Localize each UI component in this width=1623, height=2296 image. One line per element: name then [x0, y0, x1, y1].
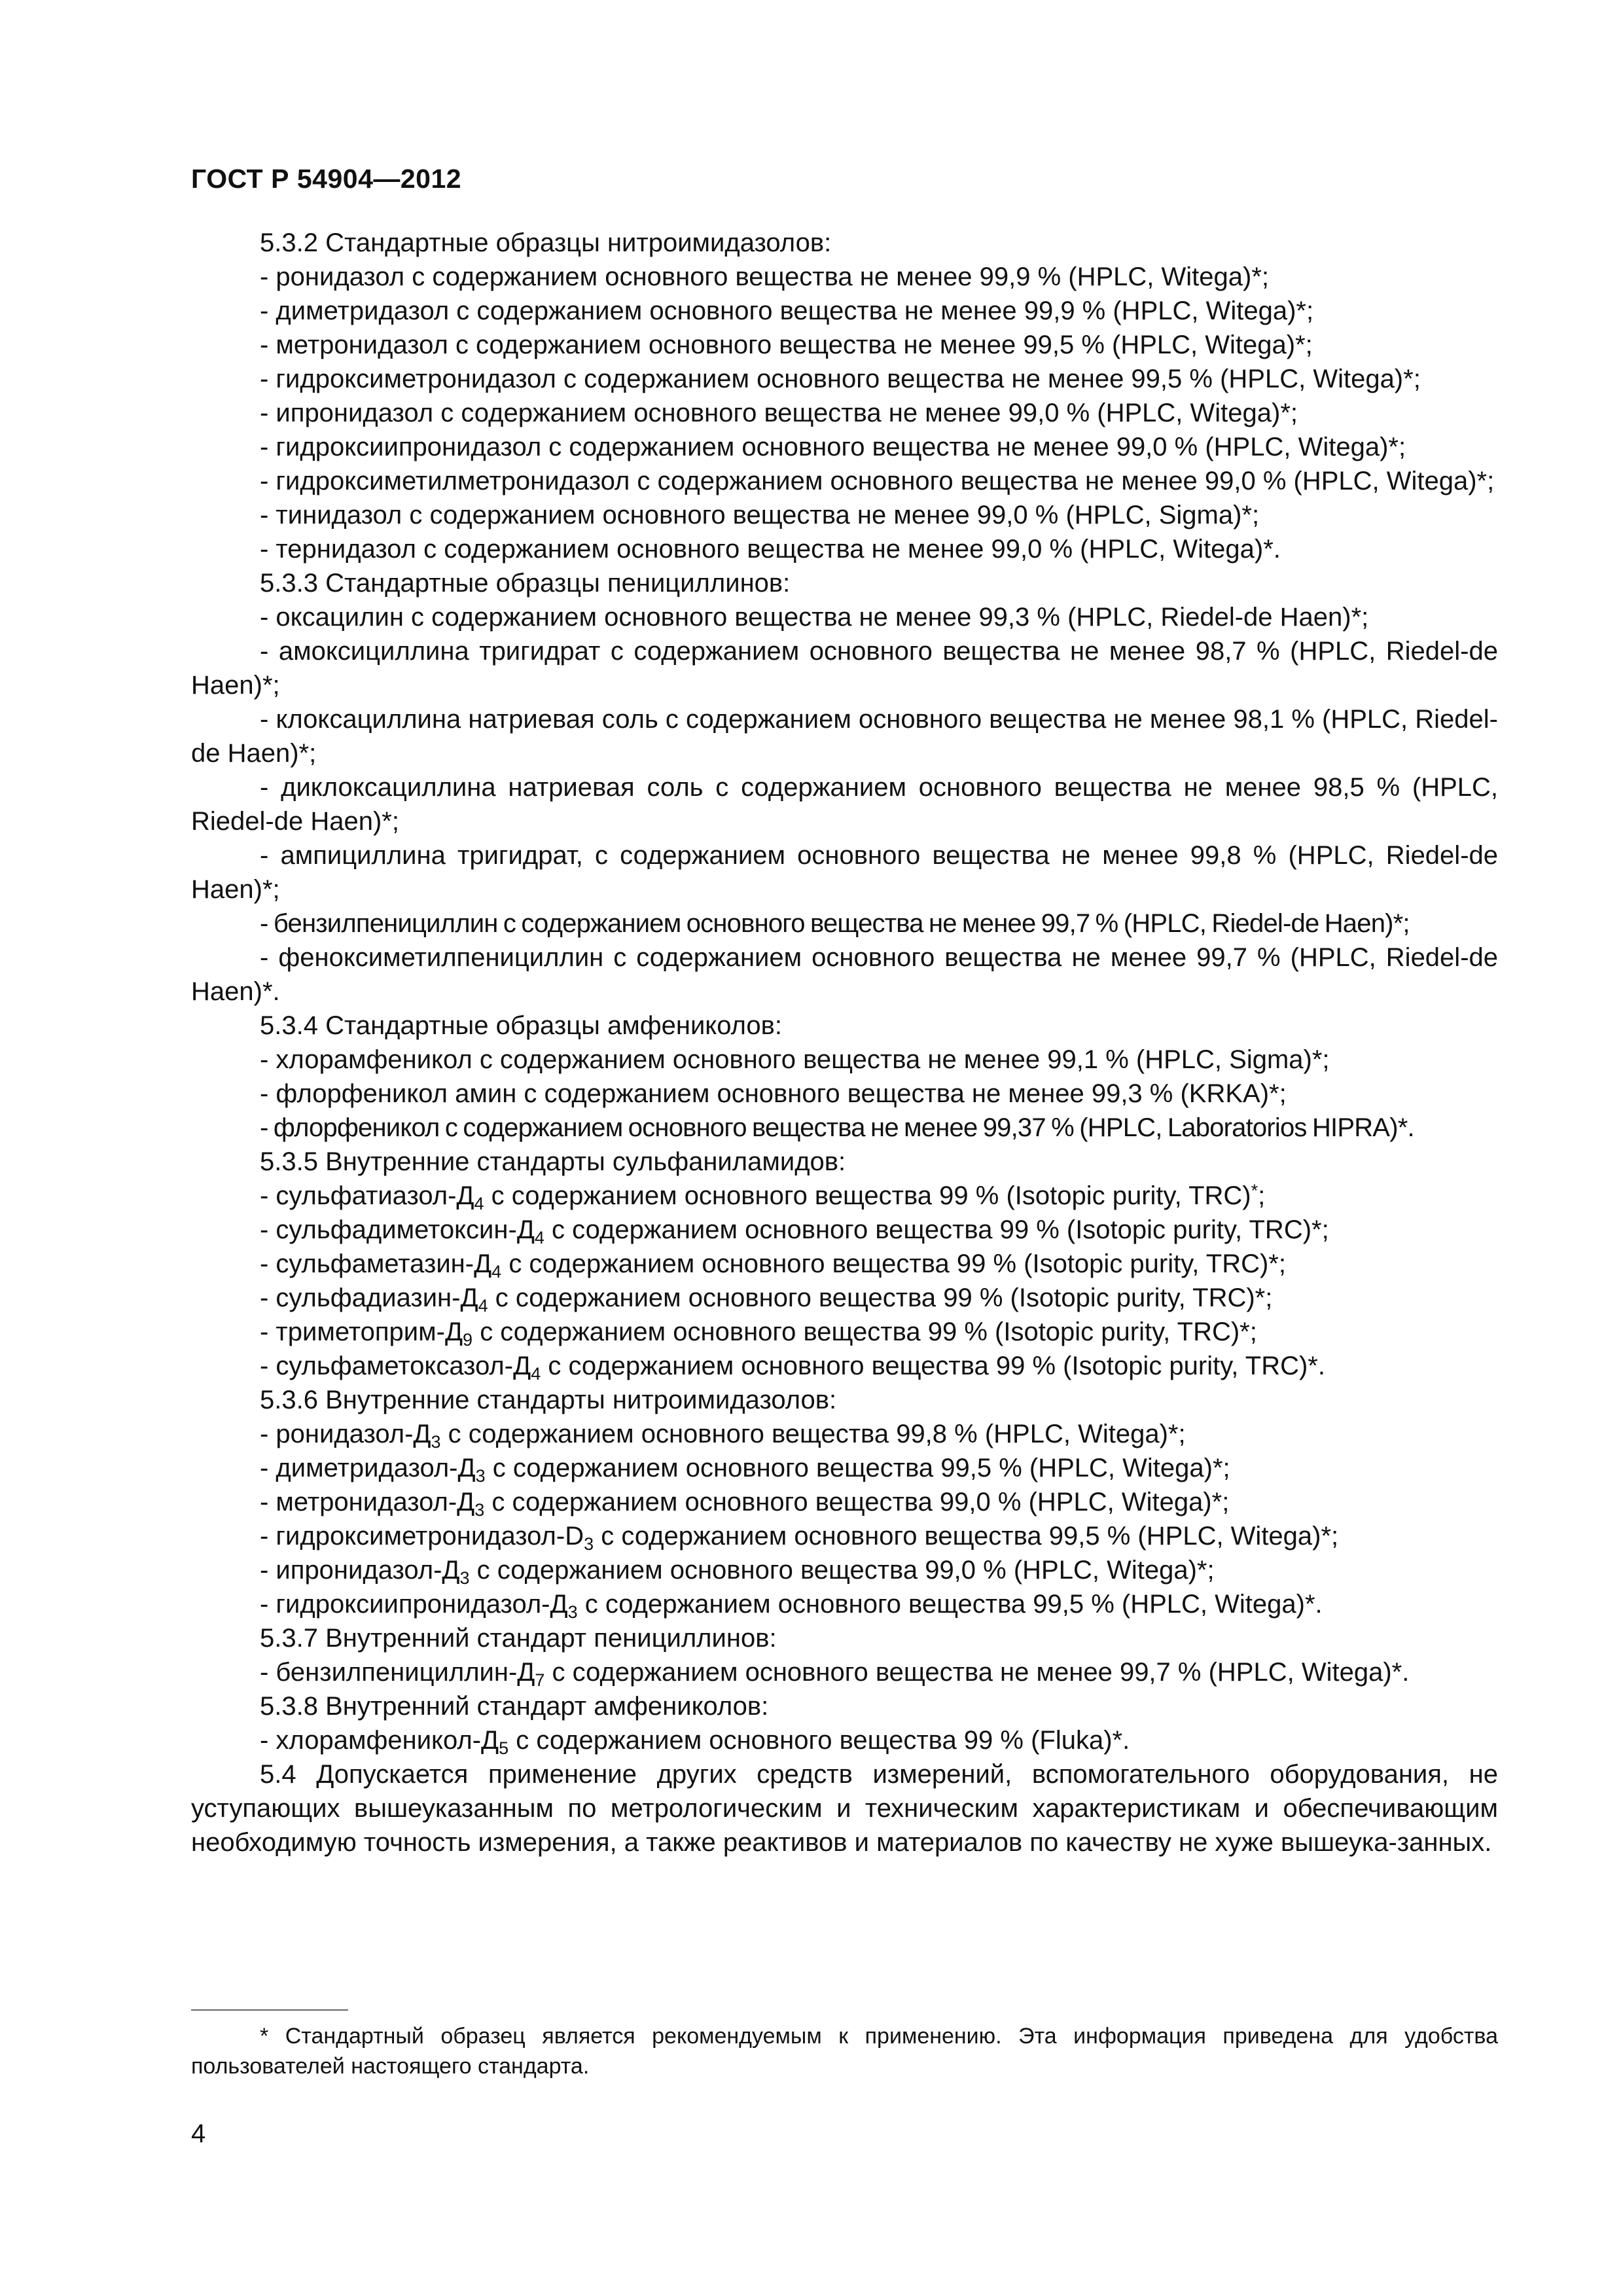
paragraph: - ронидазол с содержанием основного вещества не менее 99,9 % (HPLC, Witega)*; [260, 262, 1270, 291]
paragraph [191, 1417, 1498, 1451]
paragraph-sub: 7 [535, 1670, 545, 1690]
paragraph: - хлорамфеникол с содержанием основного вещества не менее 99,1 % (HPLC, Sigma)*; [260, 1045, 1330, 1074]
paragraph-post: с содержанием основного вещества 99 % (Isotopic purity, TRC)*. [541, 1352, 1325, 1380]
paragraph-pre: - сульфадиазин-Д [260, 1283, 478, 1312]
paragraph [191, 1315, 1498, 1349]
paragraph-tail: ; [1258, 1181, 1266, 1210]
paragraph: - метронидазол с содержанием основного вещества не менее 99,5 % (HPLC, Witega)*; [260, 331, 1313, 359]
paragraph: - гидроксиметронидазол с содержанием основного вещества не менее 99,5 % (HPLC, Witega)*; [260, 365, 1421, 393]
paragraph-sub: 3 [431, 1432, 441, 1452]
paragraph: - амоксициллина тригидрат с содержанием основного вещества не менее 98,7 % (HPLC, Riedel-de Haen)*; [191, 637, 1498, 700]
paragraph: 5.4 Допускается применение других средств измерений, вспомогательного оборудования, не уступающих вышеуказанным по метрологическим и техническим характеристикам и обеспечивающим необходимую точность измерения, а также реактивов и материалов по качеству не хуже вышеука-занных. [191, 1760, 1498, 1857]
paragraph-post: с содержанием основного вещества 99 % (Isotopic purity, TRC)*; [473, 1318, 1257, 1346]
paragraph [191, 1213, 1498, 1247]
paragraph-sub: 4 [491, 1262, 502, 1282]
paragraph-post: с содержанием основного вещества 99,5 % (HPLC, Witega)*; [594, 1522, 1339, 1551]
paragraph: - гидроксиипронидазол с содержанием основного вещества не менее 99,0 % (HPLC, Witega)*; [260, 433, 1406, 461]
paragraph-pre: - ипронидазол-Д [260, 1556, 460, 1585]
paragraph-pre: - ронидазол-Д [260, 1420, 431, 1448]
paragraph: 5.3.2 Стандартные образцы нитроимидазолов: [260, 228, 832, 257]
paragraph: - тернидазол с содержанием основного вещества не менее 99,0 % (HPLC, Witega)*. [260, 535, 1281, 564]
paragraph [191, 1553, 1498, 1587]
paragraph-pre: - гидроксиипронидазол-Д [260, 1590, 568, 1619]
paragraph-post: с содержанием основного вещества 99,8 % (HPLC, Witega)*; [440, 1420, 1186, 1448]
paragraph-pre: - триметоприм-Д [260, 1318, 463, 1346]
paragraph-post: с содержанием основного вещества 99,5 % (HPLC, Witega)*. [577, 1590, 1323, 1619]
paragraph: - диметридазол с содержанием основного вещества не менее 99,9 % (HPLC, Witega)*; [260, 296, 1314, 325]
paragraph-sub: 3 [584, 1534, 594, 1554]
paragraph-post: с содержанием основного вещества 99 % (Isotopic purity, TRC) [484, 1181, 1251, 1210]
paragraph [191, 1451, 1498, 1485]
paragraph-pre: - сульфаметоксазол-Д [260, 1352, 531, 1380]
paragraph-sub: 4 [534, 1228, 544, 1247]
paragraph-sub: 3 [459, 1568, 470, 1588]
paragraph: - бензилпенициллин с содержанием основного вещества не менее 99,7 % (HPLC, Riedel-de Haen)*; [260, 909, 1410, 938]
paragraph: - ипронидазол с содержанием основного вещества не менее 99,0 % (HPLC, Witega)*; [260, 399, 1298, 427]
paragraph: - тинидазол с содержанием основного вещества не менее 99,0 % (HPLC, Sigma)*; [260, 501, 1260, 529]
paragraph: 5.3.6 Внутренние стандарты нитроимидазолов: [260, 1386, 837, 1414]
paragraph [191, 1247, 1498, 1281]
paragraph-post: с содержанием основного вещества 99,0 % (HPLC, Witega)*; [469, 1556, 1215, 1585]
paragraph-post: с содержанием основного вещества 99,0 % (HPLC, Witega)*; [484, 1488, 1230, 1516]
document-header: ГОСТ Р 54904—2012 [191, 164, 462, 194]
paragraph: - ампициллина тригидрат, с содержанием основного вещества не менее 99,8 % (HPLC, Riedel-de Haen)*; [191, 841, 1498, 904]
paragraph [191, 1485, 1498, 1519]
paragraph: - оксацилин с содержанием основного вещества не менее 99,3 % (HPLC, Riedel-de Haen)*; [260, 603, 1369, 632]
paragraph: 5.3.4 Стандартные образцы амфениколов: [260, 1011, 783, 1040]
paragraph-sub: 5 [499, 1738, 509, 1758]
paragraph [191, 1349, 1498, 1383]
paragraph-sub: 3 [474, 1500, 485, 1520]
paragraph: - клоксациллина натриевая соль с содержанием основного вещества не менее 98,1 % (HPLC, Riedel-de Haen)*; [191, 705, 1498, 768]
footnote-separator [191, 2009, 348, 2011]
footnote: * Стандартный образец является рекомендуемым к применению. Эта информация приведена для удобства пользователей настоящего стандарта. [191, 2024, 1498, 2079]
paragraph: - феноксиметилпенициллин с содержанием основного вещества не менее 99,7 % (HPLC, Riedel-de Haen)*. [191, 943, 1498, 1006]
paragraph-pre: - бензилпенициллин-Д [260, 1658, 535, 1687]
paragraph-pre: - хлорамфеникол-Д [260, 1726, 499, 1755]
paragraph-pre: - гидроксиметронидазол-D [260, 1522, 584, 1551]
paragraph: - флорфеникол амин с содержанием основного вещества не менее 99,3 % (KRKA)*; [260, 1079, 1287, 1108]
paragraph-post: с содержанием основного вещества 99 % (Isotopic purity, TRC)*; [544, 1215, 1329, 1244]
paragraph [191, 1519, 1498, 1553]
paragraph-sub: 9 [463, 1330, 473, 1350]
paragraph-pre: - сульфатиазол-Д [260, 1181, 474, 1210]
paragraph-sub: 3 [567, 1602, 578, 1622]
paragraph [191, 1281, 1498, 1315]
paragraph-pre: - сульфаметазин-Д [260, 1249, 492, 1278]
paragraph-post: с содержанием основного вещества 99 % (Fluka)*. [508, 1726, 1130, 1755]
paragraph: 5.3.8 Внутренний стандарт амфениколов: [260, 1692, 769, 1721]
paragraph-pre: - сульфадиметоксин-Д [260, 1215, 535, 1244]
paragraph [191, 1655, 1498, 1689]
paragraph-sub: 4 [531, 1364, 541, 1384]
paragraph-pre: - диметридазол-Д [260, 1454, 476, 1482]
paragraph-post: с содержанием основного вещества не менее 99,7 % (HPLC, Witega)*. [544, 1658, 1410, 1687]
paragraph-sub: 4 [478, 1296, 488, 1316]
paragraph-pre: - метронидазол-Д [260, 1488, 475, 1516]
paragraph: 5.3.5 Внутренние стандарты сульфаниламидов: [260, 1147, 846, 1176]
document-body [191, 226, 1498, 1859]
paragraph: - флорфеникол с содержанием основного вещества не менее 99,37 % (HPLC, Laboratorios HIPRA)*. [260, 1113, 1414, 1142]
paragraph [191, 1179, 1498, 1213]
paragraph: - диклоксациллина натриевая соль с содержанием основного вещества не менее 98,5 % (HPLC, Riedel-de Haen)*; [191, 773, 1498, 836]
page-number: 4 [191, 2119, 206, 2148]
paragraph [191, 1723, 1498, 1757]
paragraph-post: с содержанием основного вещества 99 % (Isotopic purity, TRC)*; [488, 1283, 1273, 1312]
paragraph-sub: 3 [475, 1466, 486, 1486]
paragraph: 5.3.7 Внутренний стандарт пенициллинов: [260, 1624, 777, 1653]
paragraph-sup: * [1251, 1181, 1258, 1200]
paragraph [191, 1587, 1498, 1621]
paragraph-post: с содержанием основного вещества 99 % (Isotopic purity, TRC)*; [501, 1249, 1286, 1278]
paragraph: 5.3.3 Стандартные образцы пенициллинов: [260, 569, 791, 598]
paragraph-post: с содержанием основного вещества 99,5 % (HPLC, Witega)*; [485, 1454, 1230, 1482]
paragraph-sub: 4 [474, 1194, 484, 1213]
paragraph: - гидроксиметилметронидазол с содержанием основного вещества не менее 99,0 % (HPLC, Witega)*; [260, 467, 1495, 495]
